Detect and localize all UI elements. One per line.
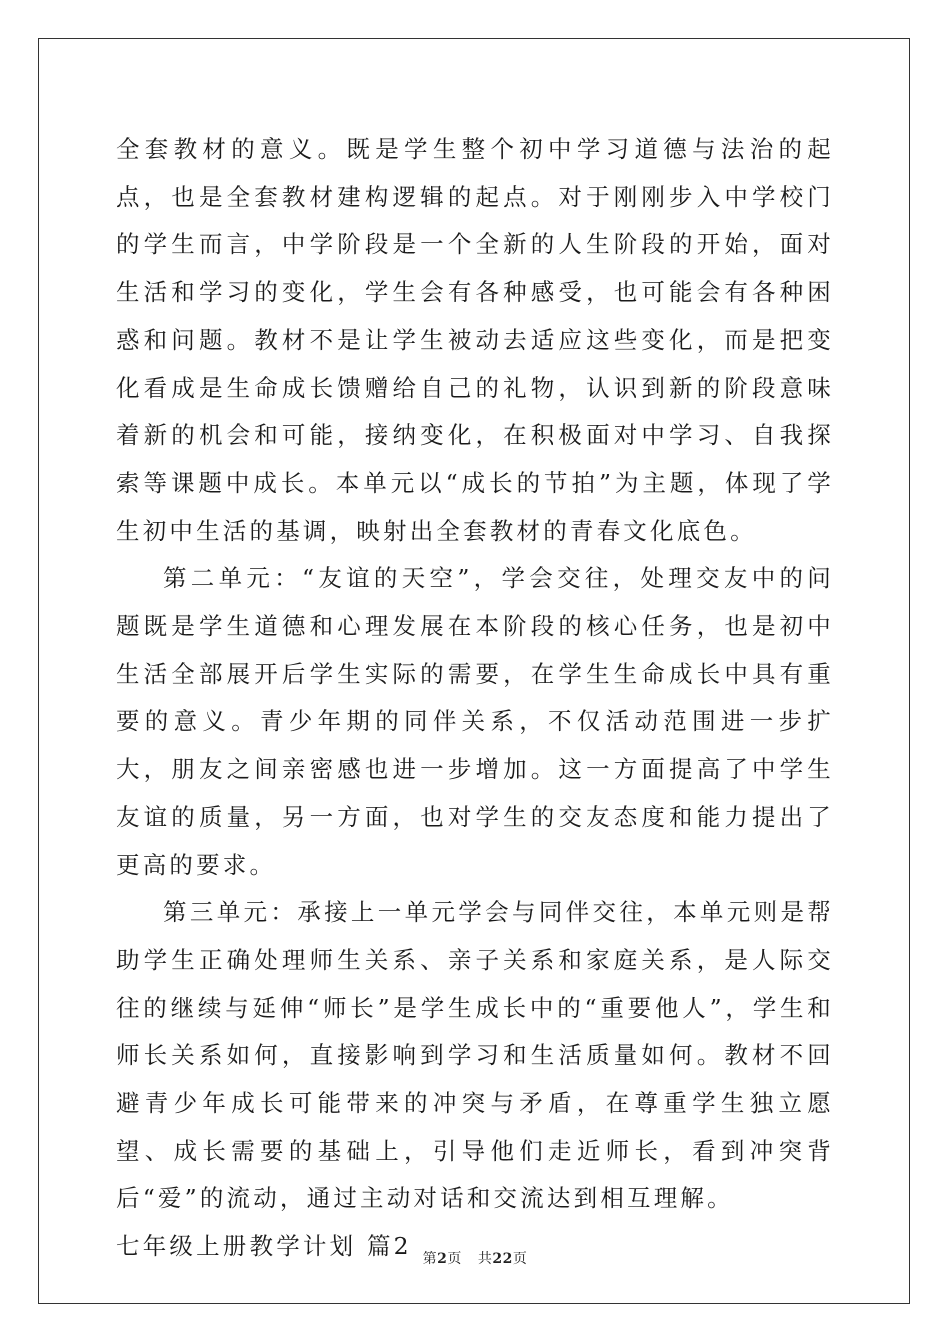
page-footer — [0, 1248, 950, 1268]
paragraph-unit-two: 第二单元：“友谊的天空”，学会交往，处理交友中的问题既是学生道德和心理发展在本阶段的核心任务，也是初中生活全部展开后学生实际的需要，在学生生命成长中具有重要的意义。青少年期的同伴关系，不仅活动范围进一步扩大，朋友之间亲密感也进一步增加。这一方面提高了中学生友谊的质量，另一方面，也对学生的交友态度和能力提出了更高的要求。 — [116, 564, 834, 879]
footer-total-pages: 22 — [492, 1251, 513, 1267]
section-heading: 七年级上册教学计划 篇2 — [116, 1232, 412, 1261]
footer-page-number: 2 — [437, 1251, 448, 1267]
footer-total-prefix: 共 — [477, 1251, 493, 1267]
footer-total-suffix: 页 — [512, 1251, 528, 1267]
footer-page-prefix: 第 — [422, 1251, 438, 1267]
paragraph-continuation: 全套教材的意义。既是学生整个初中学习道德与法治的起点，也是全套教材建构逻辑的起点。对于刚刚步入中学校门的学生而言，中学阶段是一个全新的人生阶段的开始，面对生活和学习的变化，学生会有各种感受，也可能会有各种困惑和问题。教材不是让学生被动去适应这些变化，而是把变化看成是生命成长馈赠给自己的礼物，认识到新的阶段意味着新的机会和可能，接纳变化，在积极面对中学习、自我探索等课题中成长。本单元以“成长的节拍”为主题，体现了学生初中生活的基调，映射出全套教材的青春文化底色。 — [116, 135, 834, 545]
paragraph-unit-three: 第三单元：承接上一单元学会与同伴交往，本单元则是帮助学生正确处理师生关系、亲子关系和家庭关系，是人际交往的继续与延伸“师长”是学生成长中的“重要他人”，学生和师长关系如何，直接影响到学习和生活质量如何。教材不回避青少年成长可能带来的冲突与矛盾，在尊重学生独立愿望、成长需要的基础上，引导他们走近师长，看到冲突背后“爱”的流动，通过主动对话和交流达到相互理解。 — [116, 898, 834, 1213]
footer-page-suffix: 页 — [447, 1251, 462, 1267]
document-body — [116, 126, 834, 1271]
